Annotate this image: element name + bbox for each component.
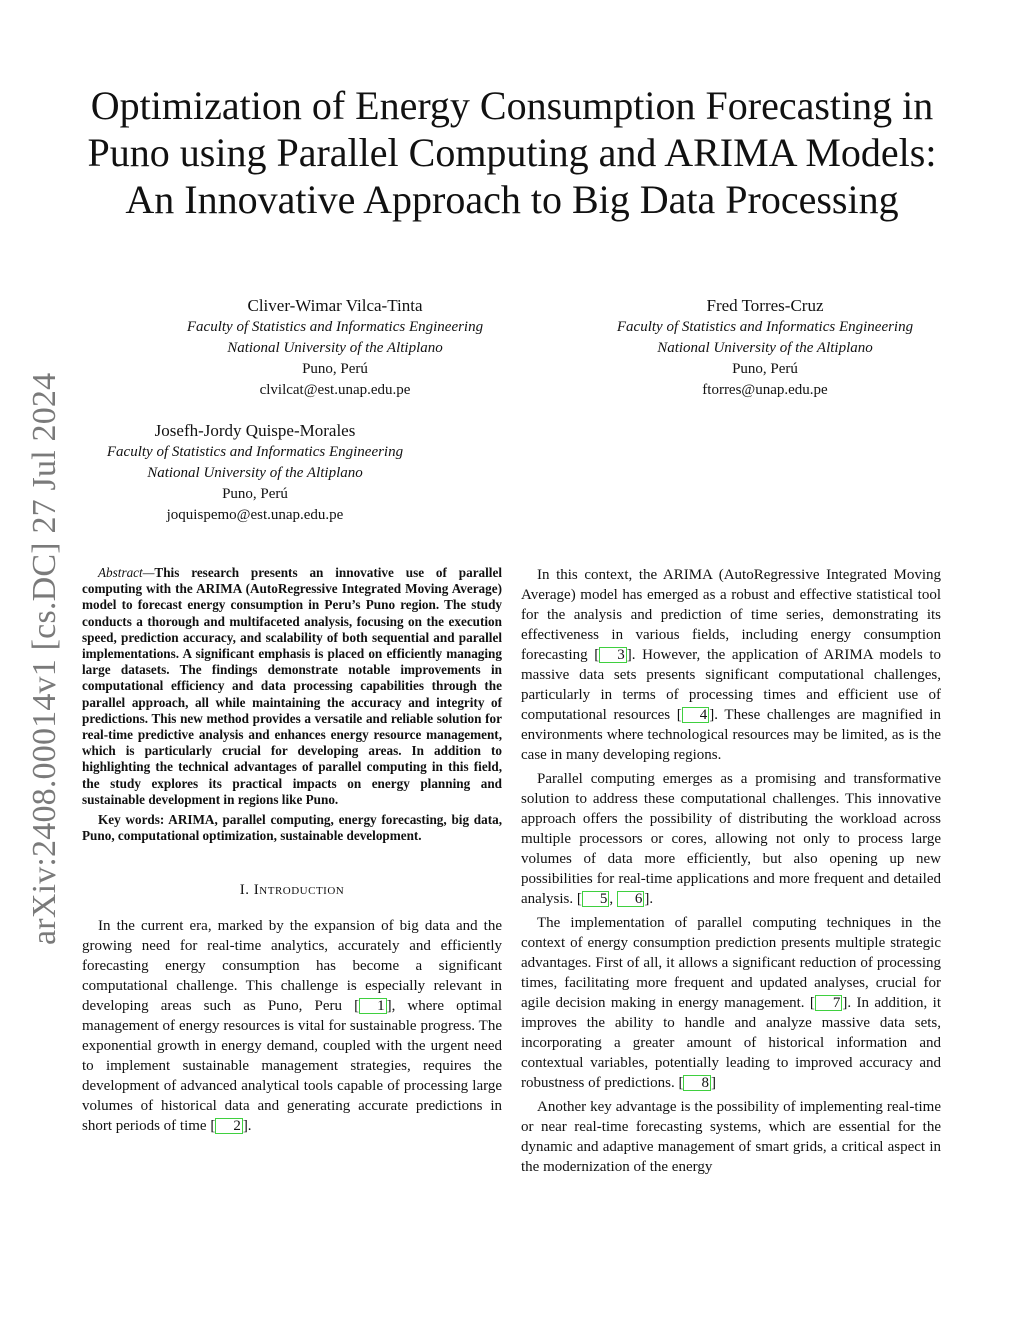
- citation-link[interactable]: 1: [359, 998, 387, 1014]
- author-faculty: Faculty of Statistics and Informatics Engineering: [616, 319, 914, 335]
- author-faculty: Faculty of Statistics and Informatics Engineering: [186, 319, 484, 335]
- paragraph-text: ].: [242, 1118, 252, 1135]
- left-column: [82, 565, 502, 1140]
- citation-link[interactable]: 4: [682, 707, 710, 723]
- paper-title: Optimization of Energy Consumption Forecasting in Puno using Parallel Computing and ARIMA Models: An Innovative Approach to Big Data Processing: [87, 83, 937, 222]
- paragraph-text: ].: [644, 891, 654, 907]
- author-name: Josefh-Jordy Quispe-Morales: [154, 421, 356, 440]
- intro-paragraph-4: [521, 913, 941, 1093]
- paragraph-text: ,: [609, 891, 617, 907]
- author-city: Puno, Perú: [302, 361, 368, 377]
- paragraph-text: Parallel computing emerges as a promising and transformative solution to address these computational challenges. This innovative approach offers the possibility of distributing the workload across multiple processors or cores, allowing not only to process large volumes of data more efficiently, but also opening up new possibilities for real-time applications and more frequent and detailed analysis. [: [521, 771, 941, 907]
- paragraph-text: ]. However, the application of ARIMA models to massive data sets presents significant computational challenges, particularly in terms of processing times and efficient use of computational resources [: [521, 647, 941, 723]
- intro-paragraph-1: [82, 916, 502, 1136]
- paragraph-text: ], where optimal management of energy resources is vital for sustainable progress. The exponential growth in energy demand, coupled with the urgent need to implement sustainable management strategies, requires the development of advanced analytical tools capable of processing large volumes of historical data and generating accurate predictions in short periods of time [: [82, 998, 502, 1135]
- paragraph-text: In this context, the ARIMA (AutoRegressive Integrated Moving Average) model has emerged as a robust and effective statistical tool for the analysis and prediction of time series, demonstrating its effectiveness in various fields, including energy consumption forecasting [: [521, 567, 941, 663]
- intro-paragraph-5: [521, 1097, 941, 1177]
- citation-link[interactable]: 6: [617, 891, 645, 907]
- citation-link[interactable]: 3: [599, 647, 627, 663]
- author-city: Puno, Perú: [732, 361, 798, 377]
- intro-paragraph-2: [521, 565, 941, 765]
- arxiv-identifier-stamp: arXiv:2408.00014v1 [cs.DC] 27 Jul 2024: [26, 372, 63, 945]
- author-name: Fred Torres-Cruz: [706, 296, 824, 315]
- right-column: [521, 565, 941, 1181]
- citation-link[interactable]: 5: [582, 891, 610, 907]
- keywords: Key words: ARIMA, parallel computing, energy forecasting, big data, Puno, computational optimization, sustainable development.: [82, 812, 502, 844]
- author-email: joquispemo@est.unap.edu.pe: [166, 507, 344, 523]
- author-block-2: [580, 295, 950, 401]
- citation-link[interactable]: 7: [815, 995, 843, 1011]
- section-heading-introduction: [82, 880, 502, 900]
- author-university: National University of the Altiplano: [657, 340, 873, 356]
- citation-link[interactable]: 2: [215, 1118, 243, 1134]
- intro-paragraph-3: [521, 769, 941, 909]
- paragraph-text: Another key advantage is the possibility of implementing real-time or near real-time forecasting systems, which are essential for the dynamic and adaptive management of smart grids, a critical aspect in the modernization of the energy: [521, 1099, 941, 1175]
- author-university: National University of the Altiplano: [227, 340, 443, 356]
- abstract-lead: Abstract—: [98, 565, 155, 580]
- paragraph-text: ]. These challenges are magnified in environments where technological resources may be limited, as is the case in many developing regions.: [521, 707, 941, 763]
- author-block-1: [150, 295, 520, 401]
- abstract-text: This research presents an innovative use of parallel computing with the ARIMA (AutoRegressive Integrated Moving Average) model to forecast energy consumption in Peru’s Puno region. The study conducts a thorough and multifaceted analysis, focusing on the execution speed, prediction accuracy, and scalability of both sequential and parallel implementations. A significant emphasis is placed on efficiently managing large datasets. The findings demonstrate notable improvements in computational efficiency and data processing capabilities through the parallel approach, all while maintaining the accuracy and integrity of predictions. This new method provides a versatile and reliable solution for real-time predictive analysis and enhances energy resource management, which is particularly crucial for developing areas. In addition to highlighting the technical advantages of parallel computing in this field, the study explores its practical impacts on energy planning and sustainable development in regions like Puno.: [82, 565, 502, 807]
- author-email: ftorres@unap.edu.pe: [702, 382, 828, 398]
- author-faculty: Faculty of Statistics and Informatics Engineering: [106, 444, 404, 460]
- paragraph-text: The implementation of parallel computing techniques in the context of energy consumption prediction presents multiple strategic advantages. First of all, it allows a significant reduction of processing times, facilitating more frequent and updated analyses, crucial for agile decision making in energy management. [: [521, 915, 941, 1011]
- citation-link[interactable]: 8: [683, 1075, 711, 1091]
- section-name: Introduction: [253, 882, 345, 899]
- author-email: clvilcat@est.unap.edu.pe: [259, 382, 411, 398]
- section-numeral: I.: [239, 882, 250, 899]
- author-name: Cliver-Wimar Vilca-Tinta: [247, 296, 423, 315]
- paragraph-text: ]: [710, 1075, 716, 1091]
- author-city: Puno, Perú: [222, 486, 288, 502]
- abstract: [82, 565, 502, 808]
- author-block-3: [70, 420, 440, 526]
- paragraph-text: ]. In addition, it improves the ability to handle and analyze massive data sets, incorporating a greater amount of historical information and contextual variables, potentially leading to improved accuracy and robustness of predictions. [: [521, 995, 941, 1091]
- author-university: National University of the Altiplano: [147, 465, 363, 481]
- paragraph-text: In the current era, marked by the expansion of big data and the growing need for real-time analytics, accurately and efficiently forecasting energy consumption has become a significant computational challenge. This challenge is especially relevant in developing areas such as Puno, Peru [: [82, 918, 502, 1015]
